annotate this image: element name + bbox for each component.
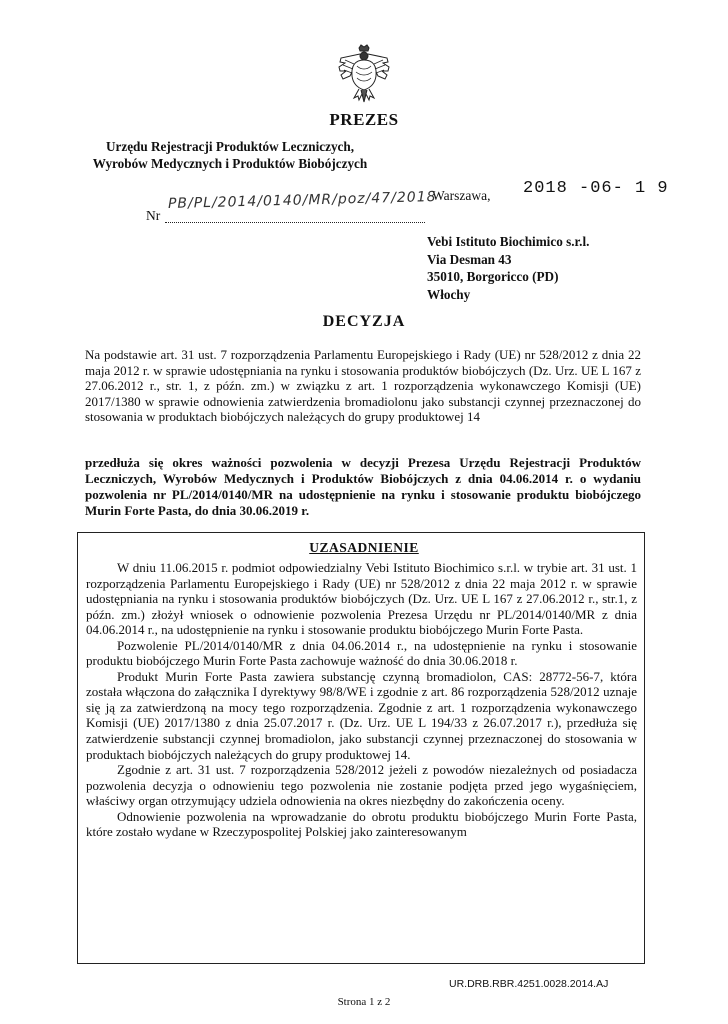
- issue-date-stamp: 2018 -06- 1 9: [523, 179, 669, 198]
- addressee-street: Via Desman 43: [427, 251, 512, 267]
- legal-basis-paragraph: Na podstawie art. 31 ust. 7 rozporządzenia Parlamentu Europejskiego i Rady (UE) nr 528/2012 z dnia 22 maja 2012 r. w sprawie udostępniania na rynku i stosowania produktów biobójczych (Dz. Urz. UE L 167 z 27.06.2012 r., str. 1, z późn. zm.) w związku z art. 1 rozporządzenia wykonawczego Komisji (UE) 2017/1380 w sprawie odnowienia zatwierdzenia bromadiolonu jako substancji czynnej przeznaczonej do stosowania w produktach biobójczych należących do grupy produktowej 14: [85, 347, 641, 425]
- authority-title: PREZES: [329, 110, 399, 129]
- justification-heading: [0, 540, 728, 556]
- justification-body: [86, 560, 637, 840]
- addressee-block: [427, 233, 589, 303]
- case-number-dotted-line: [165, 222, 425, 223]
- justification-paragraph: Odnowienie pozwolenia na wprowadzanie do obrotu produktu biobójczego Murin Forte Pasta, które zostało wydane w Rzeczypospolitej Polskiej jako zainteresowanym: [86, 808, 637, 840]
- addressee-country: Włochy: [427, 286, 471, 302]
- authority-line-1: Urzędu Rejestracji Produktów Leczniczych,: [105, 139, 355, 154]
- authority-name: [40, 138, 420, 172]
- justification-heading-text: UZASADNIENIE: [309, 540, 419, 555]
- case-number-handwritten: PB/PL/2014/0140/MR/poz/47/2018: [167, 188, 437, 212]
- justification-paragraph: Zgodnie z art. 31 ust. 7 rozporządzenia 528/2012 jeżeli z powodów niezależnych od posiadacza pozwolenia decyzja o odnowieniu tego pozwolenia nie zostanie podjęta przed jego wygaśnięciem, właściwy organ otrzymujący udziela odnowienia na okres niezbędny do zakończenia oceny.: [86, 762, 637, 809]
- authority-line-2: Wyrobów Medycznych i Produktów Biobójczych: [92, 156, 368, 171]
- justification-paragraph: W dniu 11.06.2015 r. podmiot odpowiedzialny Vebi Istituto Biochimico s.r.l. w trybie art. 31 ust. 1 rozporządzenia Parlamentu Europejskiego i Rady (UE) nr 528/2012 z dnia 22 maja 2012 r. w sprawie udostępniania na rynku i stosowania produktów biobójczych (Dz. Urz. UE L 167 z 27.06.2012 r., str.1, z późn. zm.) złożył wniosek o odnowienie pozwolenia Prezesa Urzędu nr PL/2014/0140/MR z dnia 04.06.2014 r., na udostępnienie na rynku i stosowanie produktu biobójczego Murin Forte Pasta.: [86, 560, 637, 638]
- addressee-city: 35010, Borgoricco (PD): [427, 269, 559, 285]
- polish-eagle-emblem-icon: [337, 44, 391, 106]
- case-number-label: Nr: [146, 208, 161, 223]
- addressee-company: Vebi Istituto Biochimico s.r.l.: [427, 234, 590, 249]
- page-number: Strona 1 z 2: [337, 996, 391, 1008]
- issue-city: Warszawa,: [432, 188, 491, 203]
- decision-heading: DECYZJA: [322, 313, 406, 330]
- justification-paragraph: Produkt Murin Forte Pasta zawiera substancję czynną bromadiolon, CAS: 28772-56-7, która została włączona do załącznika I dyrektywy 98/8/WE i zgodnie z art. 86 rozporządzenia 528/2012 uznaje się ją za zatwierdzoną na mocy tego rozporządzenia. Zgodnie z art. 1 rozporządzenia wykonawczego Komisji (UE) 2017/1380 z dnia 25.07.2017 r. (Dz. Urz. UE L 194/33 z 26.07.2017 r.), przedłuża się zatwierdzenie substancji czynnej bromadiolon, jako substancji czynnej przeznaczonej do stosowania w produktach biobójczych należących do grupy produktowej 14.: [86, 668, 637, 762]
- ruling-paragraph: przedłuża się okres ważności pozwolenia w decyzji Prezesa Urzędu Rejestracji Produktów Leczniczych, Wyrobów Medycznych i Produktów Biobójczych z dnia 04.06.2014 r. o wydaniu pozwolenia nr PL/2014/0140/MR na udostępnienie na rynku i stosowanie produktu biobójczego Murin Forte Pasta, do dnia 30.06.2019 r.: [85, 455, 641, 518]
- justification-paragraph: Pozwolenie PL/2014/0140/MR z dnia 04.06.2014 r., na udostępnienie na rynku i stosowanie produktu biobójczego Murin Forte Pasta zachowuje ważność do dnia 30.06.2018 r.: [86, 637, 637, 669]
- document-reference: UR.DRB.RBR.4251.0028.2014.AJ: [449, 978, 609, 990]
